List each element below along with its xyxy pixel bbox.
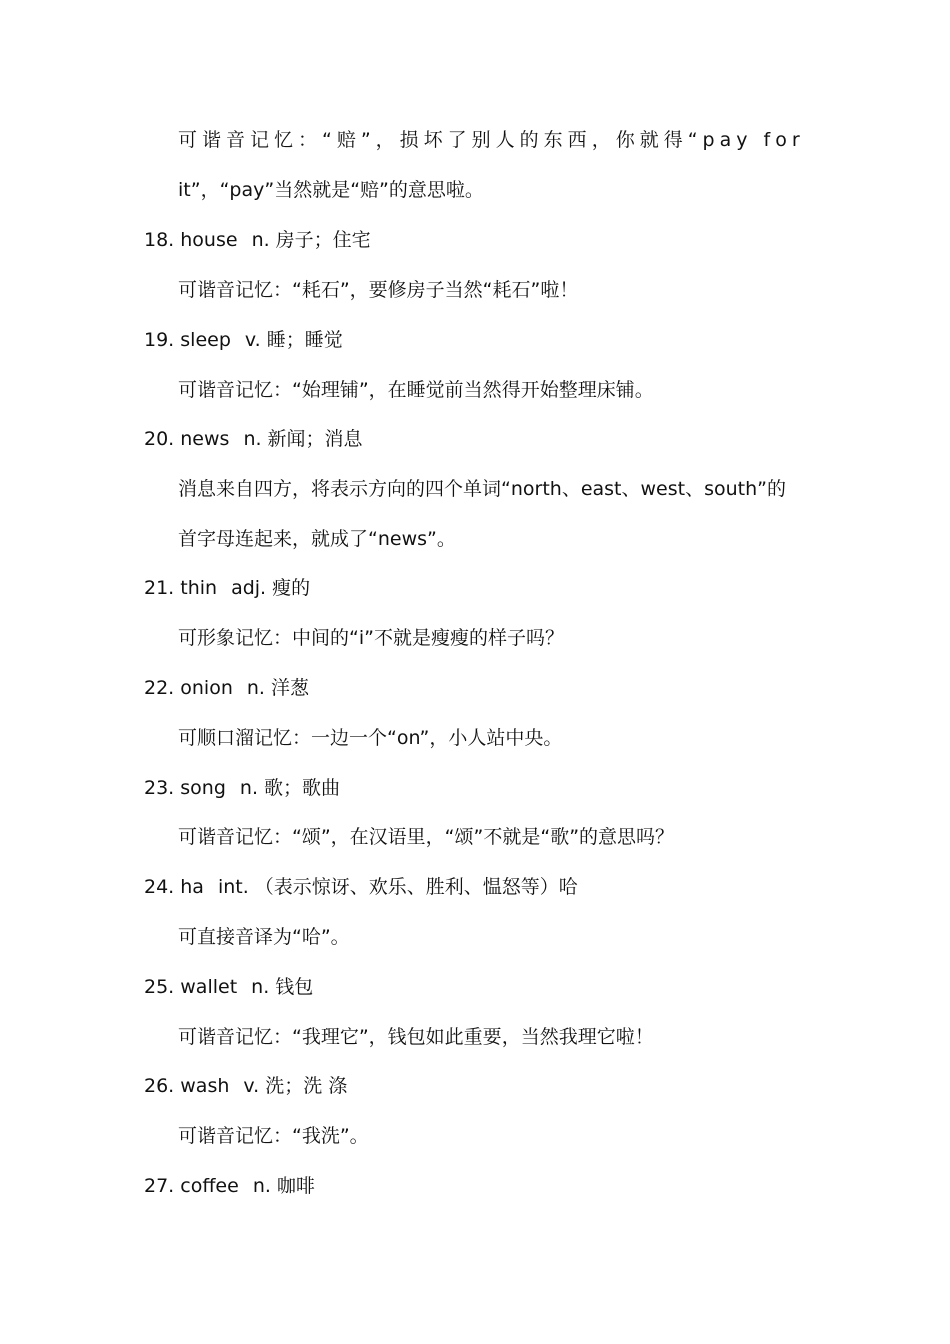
entry-20-note-1: 消息来自四方，将表示方向的四个单词“north、east、west、south”的: [178, 478, 786, 500]
entry-23: [144, 774, 340, 802]
entry-25-note: 可谐音记忆：“我理它”，钱包如此重要，当然我理它啦！: [178, 1026, 654, 1048]
entry-meaning: n. 钱包: [251, 976, 314, 998]
entry-number: 25.: [144, 976, 175, 998]
entry-19-note: 可谐音记忆：“始理铺”，在睡觉前当然得开始整理床铺。: [178, 379, 654, 401]
entry-number: 18.: [144, 229, 175, 251]
entry-number: 20.: [144, 428, 175, 450]
entry-meaning: int. （表示惊讶、欢乐、胜利、愠怒等）哈: [217, 876, 578, 898]
entry-20-note-2: 首字母连起来，就成了“news”。: [178, 528, 456, 550]
entry-meaning: n. 房子；住宅: [251, 229, 371, 251]
entry-number: 19.: [144, 329, 175, 351]
entry-27: [144, 1172, 315, 1200]
entry-word: news: [180, 428, 230, 450]
entry-24-note: 可直接音译为“哈”。: [178, 926, 350, 948]
entry-26: [144, 1072, 347, 1100]
intro-line-2: it”，“pay”当然就是“赔”的意思啦。: [178, 179, 484, 201]
entry-meaning: n. 洋葱: [246, 677, 310, 699]
entry-23-note: 可谐音记忆：“颂”，在汉语里，“颂”不就是“歌”的意思吗？: [178, 826, 675, 848]
entry-word: ha: [180, 876, 204, 898]
entry-number: 27.: [144, 1175, 175, 1197]
entry-20: [144, 425, 363, 453]
entry-21-note: 可形象记忆：中间的“i”不就是瘦瘦的样子吗？: [178, 627, 564, 649]
entry-24: [144, 873, 578, 901]
entry-number: 24.: [144, 876, 175, 898]
entry-word: thin: [180, 577, 218, 599]
entry-word: coffee: [180, 1175, 239, 1197]
entry-word: house: [180, 229, 238, 251]
entry-22-note: 可顺口溜记忆：一边一个“on”，小人站中央。: [178, 727, 563, 749]
intro-line-1: 可谐音记忆：“赔”，损坏了别人的东西，你就得“pay for: [178, 129, 805, 151]
entry-meaning: adj. 瘦的: [231, 577, 311, 599]
entry-22: [144, 674, 309, 702]
entry-meaning: v. 洗；洗 涤: [243, 1075, 348, 1097]
entry-meaning: v. 睡；睡觉: [244, 329, 343, 351]
entry-number: 26.: [144, 1075, 175, 1097]
entry-meaning: n. 歌；歌曲: [239, 777, 341, 799]
entry-number: 23.: [144, 777, 175, 799]
entry-meaning: n. 咖啡: [252, 1175, 315, 1197]
entry-word: wallet: [180, 976, 238, 998]
entry-21: [144, 574, 310, 602]
entry-25: [144, 973, 313, 1001]
entry-19: [144, 326, 343, 354]
entry-26-note: 可谐音记忆：“我洗”。: [178, 1125, 369, 1147]
entry-word: wash: [180, 1075, 230, 1097]
entry-meaning: n. 新闻；消息: [243, 428, 363, 450]
entry-word: sleep: [180, 329, 231, 351]
entry-word: song: [180, 777, 226, 799]
entry-word: onion: [180, 677, 233, 699]
entry-18: [144, 226, 371, 254]
entry-18-note: 可谐音记忆：“耗石”，要修房子当然“耗石”啦！: [178, 279, 579, 301]
entry-number: 21.: [144, 577, 175, 599]
entry-number: 22.: [144, 677, 175, 699]
